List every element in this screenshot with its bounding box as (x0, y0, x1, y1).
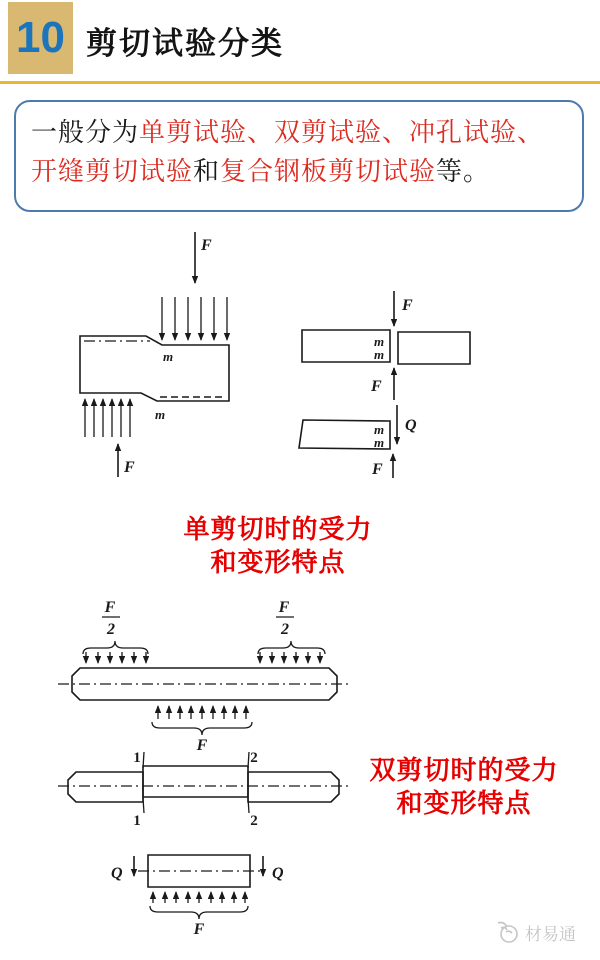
caption-single-shear (158, 513, 398, 579)
intro-segment: 等。 (436, 157, 491, 186)
force-label: F (196, 737, 208, 754)
force-label: F (278, 599, 290, 616)
force-label: F (124, 459, 135, 476)
caption-double-shear (352, 754, 576, 820)
caption-line: 单剪切时的受力 (183, 514, 373, 544)
single-shear-plates-diagram (302, 291, 470, 400)
force-label: F (371, 378, 382, 395)
plane2-label: 2 (250, 750, 258, 766)
intro-segment: 和 (193, 157, 221, 186)
caption-line: 和变形特点 (210, 547, 346, 577)
section-label: m (155, 407, 166, 422)
section-label: m (163, 349, 174, 364)
shear-force-label: Q (405, 417, 417, 434)
caption-line: 双剪切时的受力 (369, 755, 559, 785)
watermark (495, 918, 576, 946)
single-shear-cut-piece-diagram (299, 405, 417, 478)
caption-line: 和变形特点 (396, 788, 532, 818)
plane2-label: 2 (250, 813, 258, 829)
plane1-label: 1 (133, 750, 141, 766)
section-label: m (374, 347, 385, 362)
denominator-label: 2 (107, 621, 115, 638)
slide-number: 10 (16, 13, 65, 62)
force-label: F (201, 237, 212, 254)
single-shear-specimen-diagram (80, 232, 229, 477)
force-label: F (402, 297, 413, 314)
shear-force-label: Q (111, 865, 123, 882)
section-label: m (374, 435, 385, 450)
force-label: F (104, 599, 116, 616)
force-label: F (372, 461, 383, 478)
shear-force-label: Q (272, 865, 284, 882)
bird-logo-icon (495, 919, 521, 945)
page-title: 剪切试验分类 (86, 26, 284, 61)
watermark-text: 材易通 (525, 924, 576, 944)
force-label: F (193, 921, 205, 938)
intro-segment-highlight: 复合钢板剪切试验 (220, 157, 437, 186)
double-shear-specimen-diagram (58, 750, 348, 829)
double-shear-loading-diagram (58, 599, 348, 754)
intro-segment: 一般分为 (31, 118, 140, 147)
double-shear-middle-section-diagram (111, 855, 284, 938)
denominator-label: 2 (281, 621, 289, 638)
plane1-label: 1 (133, 813, 141, 829)
intro-segment-highlight: 单剪试验、双剪试验、冲孔试验、开缝剪切试验 (31, 118, 545, 186)
section-label: m (374, 334, 385, 349)
section-label: m (374, 422, 385, 437)
